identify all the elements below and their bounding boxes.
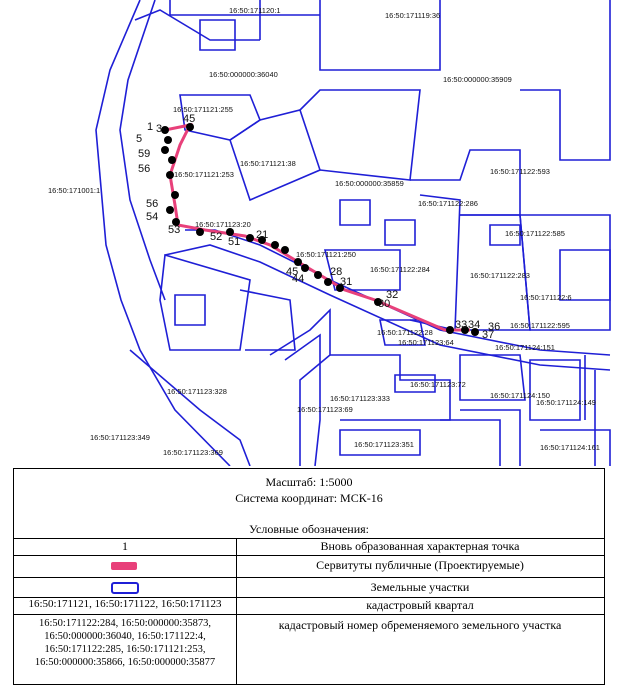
svg-text:37: 37: [482, 329, 495, 341]
svg-text:1: 1: [147, 121, 154, 133]
svg-text:28: 28: [330, 266, 343, 278]
svg-text:52: 52: [210, 231, 223, 243]
svg-text:16:50:171123:64: 16:50:171123:64: [398, 338, 454, 347]
point-symbol: 1: [122, 539, 128, 553]
legend-row-point: [14, 539, 604, 555]
svg-text:36: 36: [488, 321, 501, 333]
svg-text:16:50:171122:593: 16:50:171122:593: [490, 167, 550, 176]
svg-text:45: 45: [286, 266, 299, 278]
svg-text:16:50:171121:255: 16:50:171121:255: [173, 105, 233, 114]
legend-row-quarter: [14, 598, 604, 614]
legend-row-encumbered: [14, 615, 604, 685]
svg-text:16:50:171123:20: 16:50:171123:20: [195, 220, 251, 229]
encumbered-values: 16:50:171122:284, 16:50:000000:35873, 16:50:000000:36040, 16:50:171122:4, 16:50:171122:285, 16:50:171121:253, 16:50:000000:35866, 16:50:000000:35877: [34, 618, 216, 668]
svg-text:32: 32: [386, 289, 399, 301]
svg-text:16:50:171122:284: 16:50:171122:284: [370, 265, 430, 274]
svg-text:16:50:171124:161: 16:50:171124:161: [540, 443, 600, 452]
svg-text:16:50:171121:250: 16:50:171121:250: [296, 250, 356, 259]
svg-text:5: 5: [136, 133, 143, 145]
point-label: Вновь образованная характерная точка: [320, 539, 520, 553]
svg-text:16:50:171121:253: 16:50:171121:253: [174, 170, 234, 179]
svg-text:16:50:171122:595: 16:50:171122:595: [510, 321, 570, 330]
svg-text:54: 54: [146, 211, 159, 223]
svg-text:16:50:171122:286: 16:50:171122:286: [418, 199, 478, 208]
svg-text:31: 31: [340, 276, 353, 288]
svg-text:16:50:171123:72: 16:50:171123:72: [410, 380, 466, 389]
legend-row-parcels: [14, 578, 604, 597]
svg-text:16:50:000000:36040: 16:50:000000:36040: [209, 70, 278, 79]
svg-text:16:50:171123:333: 16:50:171123:333: [330, 394, 390, 403]
crs-text: Система координат: МСК-16: [235, 491, 383, 505]
quarter-values: 16:50:171121, 16:50:171122, 16:50:171123: [28, 598, 222, 610]
scale-text: Масштаб: 1:5000: [265, 475, 353, 489]
svg-text:45: 45: [183, 113, 196, 125]
encumbered-label: кадастровый номер обременяемого земельного участка: [278, 618, 562, 632]
svg-text:16:50:171122:585: 16:50:171122:585: [505, 229, 565, 238]
svg-text:16:50:171123:349: 16:50:171123:349: [90, 433, 150, 442]
svg-text:16:50:171124:150: 16:50:171124:150: [490, 391, 550, 400]
svg-text:51: 51: [228, 236, 241, 248]
svg-text:16:50:171124:151: 16:50:171124:151: [495, 343, 555, 352]
svg-text:16:50:171124:149: 16:50:171124:149: [536, 398, 596, 407]
svg-text:16:50:171122:283: 16:50:171122:283: [470, 271, 530, 280]
svg-text:59: 59: [138, 148, 151, 160]
svg-text:16:50:171123:351: 16:50:171123:351: [354, 440, 414, 449]
svg-text:16:50:171122:28: 16:50:171122:28: [377, 328, 433, 337]
legend-row-easement: [14, 556, 604, 577]
svg-text:16:50:000000:35859: 16:50:000000:35859: [335, 179, 404, 188]
svg-text:56: 56: [138, 163, 151, 175]
svg-text:21: 21: [256, 229, 269, 241]
quarter-label: кадастровый квартал: [366, 598, 474, 612]
svg-text:16:50:171001:1: 16:50:171001:1: [48, 186, 101, 195]
svg-text:16:50:171122:6: 16:50:171122:6: [520, 293, 572, 302]
svg-text:16:50:171123:328: 16:50:171123:328: [167, 387, 227, 396]
legend-heading: Условные обозначения:: [248, 522, 370, 536]
svg-text:16:50:171119:36: 16:50:171119:36: [385, 11, 441, 20]
svg-text:16:50:000000:35909: 16:50:000000:35909: [443, 75, 512, 84]
parcels-label: Земельные участки: [370, 580, 470, 594]
svg-text:56: 56: [146, 198, 159, 210]
svg-text:3: 3: [156, 123, 163, 135]
svg-text:16:50:171123:369: 16:50:171123:369: [163, 448, 223, 457]
svg-text:33: 33: [455, 319, 468, 331]
svg-text:16:50:171123:69: 16:50:171123:69: [297, 405, 353, 414]
svg-text:30: 30: [378, 298, 391, 310]
easement-swatch: [14, 556, 236, 577]
svg-text:16:50:171120:1: 16:50:171120:1: [229, 6, 281, 15]
svg-text:16:50:171121:38: 16:50:171121:38: [240, 159, 296, 168]
easement-label: Сервитуты публичные (Проектируемые): [316, 558, 524, 572]
svg-text:53: 53: [168, 224, 181, 236]
map-legend: [13, 468, 605, 685]
svg-text:44: 44: [292, 273, 305, 285]
parcel-swatch: [14, 578, 236, 597]
svg-text:34: 34: [468, 319, 481, 331]
